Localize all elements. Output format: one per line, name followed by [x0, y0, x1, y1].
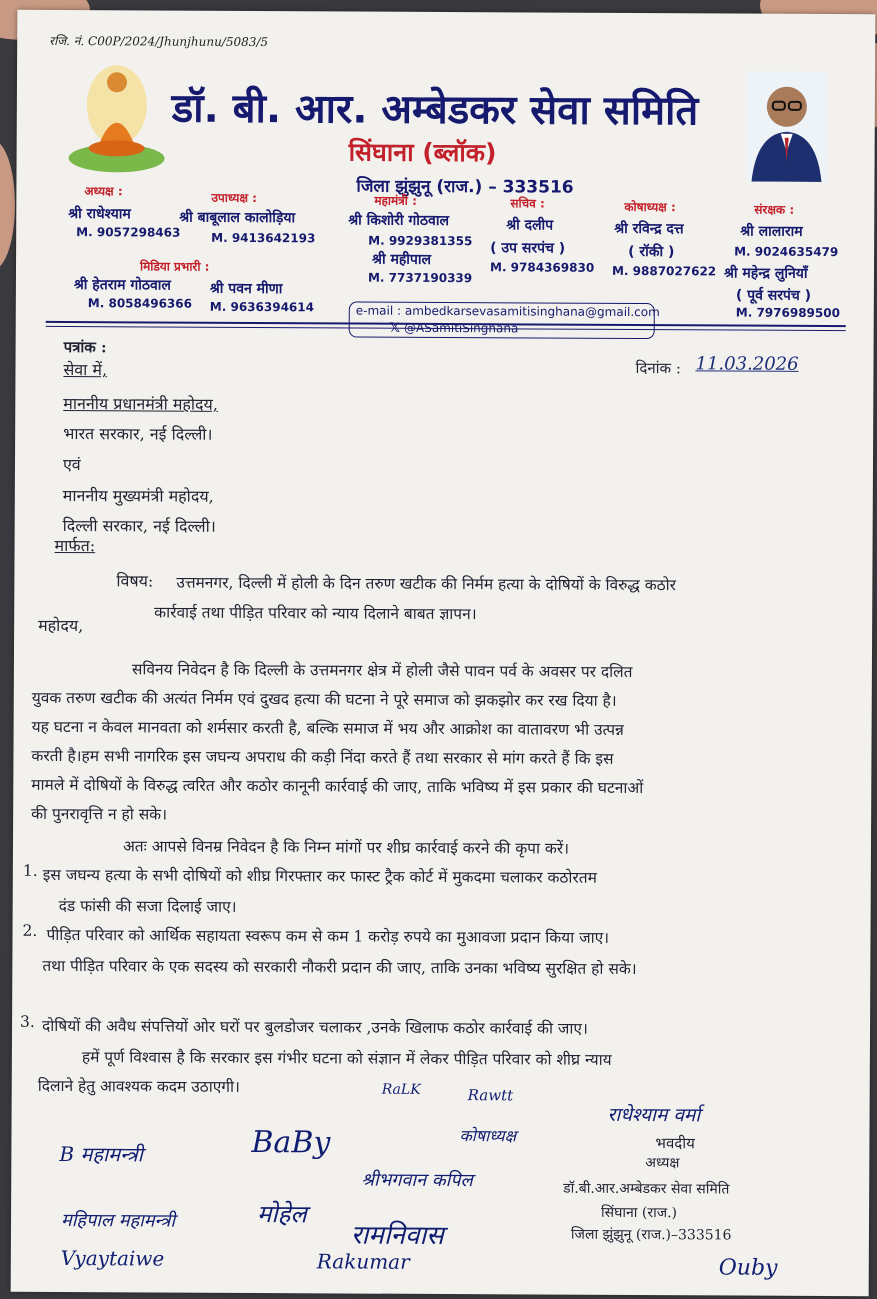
signature-vyaytaiwe: Vyaytaiwe [60, 1246, 165, 1271]
signoff-org: डॉ.बी.आर.अम्बेडकर सेवा समिति [563, 1180, 730, 1198]
role-vice-president: उपाध्यक्ष : [211, 190, 257, 206]
signature-rakumar: Rakumar [316, 1249, 410, 1274]
vice-president-name: श्री बाबूलाल कालोड़िया [179, 209, 296, 227]
treasurer-phone: M. 9887027622 [611, 263, 717, 279]
signature-mohel: मोहेल [256, 1200, 307, 1229]
to-line-7: मार्फत: [54, 535, 96, 556]
demand-1-line-2: दंड फांसी की सजा दिलाई जाए। [58, 896, 237, 916]
to-line-4: एवं [62, 455, 81, 475]
ambedkar-portrait [746, 72, 827, 186]
secretary-phone: M. 9784369830 [489, 260, 595, 275]
signature-baby: BaBy [251, 1125, 331, 1161]
patron-phone-2: M. 7976989500 [735, 305, 841, 321]
subject-line-2: कार्रवाई तथा पीड़ित परिवार को न्याय दिलाने बाबत ज्ञापन। [154, 603, 477, 624]
patron-note-2: ( पूर्व सरपंच ) [735, 287, 812, 304]
email-text: e-mail : ambedkarsevasamitisinghana@gmail.com [355, 303, 660, 320]
signoff-yours: भवदीय [655, 1134, 695, 1153]
signature-bhagwan: श्रीभगवान कपिल [361, 1169, 473, 1192]
media-name-1: श्री हेतराम गोठवाल [73, 277, 171, 294]
buddha-portrait [66, 60, 167, 180]
demand-1-num: 1. [22, 861, 38, 880]
salutation: महोदय, [38, 615, 84, 636]
general-secretary-phone: M. 9929381355 [368, 233, 473, 249]
signature-mahipal: महिपाल महामन्त्री [60, 1210, 176, 1232]
role-president: अध्यक्ष : [84, 184, 123, 199]
signature-president: राधेश्याम वर्मा [607, 1103, 701, 1127]
para1-line-5: मामले में दोषियों के विरुद्ध त्वरित और कठोर कानूनी कार्रवाई की जाए, ताकि भविष्य में इस प्रकार की घटनाओं [31, 775, 644, 798]
signature-ramniwas: रामनिवास [350, 1220, 444, 1252]
para1-line-6: की पुनरावृत्ति न हो सके। [31, 804, 168, 824]
demand-2-line-1: पीड़ित परिवार को आर्थिक सहायता स्वरूप कम से कम 1 करोड़ रुपये का मुआवजा प्रदान किया जाए। [46, 925, 610, 947]
demand-2-num: 2. [22, 921, 38, 940]
general-secretary-name-2: श्री महीपाल [372, 251, 432, 268]
role-treasurer: कोषाध्यक्ष : [624, 199, 676, 215]
media-name-2: श्री पवन मीणा [209, 280, 283, 298]
left-finger [0, 140, 15, 270]
treasurer-name: श्री रविन्द्र दत्त [614, 220, 684, 238]
patron-phone: M. 9024635479 [734, 244, 839, 260]
para1-line-4: करती है।हम सभी नागरिक इस जघन्य अपराध की कड़ी निंदा करते हैं तथा सरकार से मांग करते हैं कि इस [31, 746, 614, 768]
secretary-name: श्री दलीप [506, 217, 554, 234]
org-title: डॉ. बी. आर. अम्बेडकर सेवा समिति [171, 85, 699, 135]
signature-ralk: RaLK [381, 1081, 421, 1098]
role-patron: संरक्षक : [754, 202, 795, 217]
closing-line-2: दिलाने हेतु आवश्यक कदम उठाएगी। [37, 1076, 240, 1096]
subject-label: विषय: [116, 571, 154, 591]
closing-line-1: हमें पूर्ण विश्वास है कि सरकार इस गंभीर घटना को संज्ञान में लेकर पीड़ित परिवार को शीघ्र न्याय [81, 1048, 612, 1069]
para1-line-1: सविनय निवेदन है कि दिल्ली के उत्तमनगर क्षेत्र में होली जैसे पावन पर्व के अवसर पर दलित [131, 660, 633, 681]
ref-label: पत्रांक : [63, 338, 107, 357]
signoff-place: सिंघाना (राज.) [601, 1204, 678, 1222]
general-secretary-phone-2: M. 7737190339 [367, 270, 473, 286]
role-general-secretary: महामंत्री : [374, 193, 417, 208]
demand-2-line-2: तथा पीड़ित परिवार के एक सदस्य को सरकारी नौकरी प्रदान की जाए, ताकि उनका भविष्य सुरक्षित हो सके। [42, 956, 637, 979]
treasurer-note: ( रॉकी ) [628, 243, 675, 261]
demand-3-line-1: दोषियों की अवैध संपत्तियों ओर घरों पर बुलडोजर चलाकर ,उनके खिलाफ कठोर कार्रवाई की जाए। [41, 1016, 588, 1038]
signature-treasurer-title: कोषाध्यक्ष [459, 1126, 517, 1146]
media-phone-2: M. 9636394614 [209, 299, 315, 315]
media-phone-1: M. 8058496366 [87, 296, 193, 311]
date-value: 11.03.2026 [695, 353, 799, 375]
patron-name-2: श्री महेन्द्र लुनियाँ [723, 265, 808, 282]
to-line-3: भारत सरकार, नई दिल्ली। [63, 424, 213, 444]
org-district: जिला झुंझुनू (राज.) – 333516 [356, 176, 574, 198]
to-line-1: सेवा में, [63, 360, 108, 380]
patron-name: श्री लालाराम [740, 223, 803, 240]
role-secretary: सचिव : [510, 196, 545, 211]
role-media: मिडिया प्रभारी : [139, 259, 210, 274]
to-line-5: माननीय मुख्यमंत्री महोदय, [62, 486, 214, 506]
request-line: अतः आपसे विनम्र निवेदन है कि निम्न मांगों पर शीघ्र कार्रवाई करने की कृपा करें। [122, 837, 570, 858]
demand-3-num: 3. [20, 1012, 35, 1031]
letter-page [11, 10, 876, 1296]
signoff-district: जिला झुंझुनू (राज.)–333516 [570, 1226, 732, 1244]
para1-line-3: यह घटना न केवल मानवता को शर्मसार करती है, बल्कि समाज में भय और आक्रोश का वातावरण भी उत्पन्न [31, 717, 624, 739]
president-phone: M. 9057298463 [76, 225, 181, 240]
demand-1-line-1: इस जघन्य हत्या के सभी दोषियों को शीघ्र गिरफ्तार कर फास्ट ट्रैक कोर्ट में मुकदमा चलाकर कठोरतम [42, 865, 597, 887]
date-label: दिनांक : [635, 359, 681, 378]
subject-line-1: उत्तमनगर, दिल्ली में होली के दिन तरुण खटीक की निर्मम हत्या के दोषियों के विरुद्ध कठोर [176, 573, 677, 595]
to-line-2: माननीय प्रधानमंत्री महोदय, [63, 394, 219, 414]
to-line-6: दिल्ली सरकार, नई दिल्ली। [62, 516, 216, 536]
registration-number: रजि. नं. C00P/2024/Jhunjhunu/5083/5 [49, 33, 269, 50]
vice-president-phone: M. 9413642193 [211, 230, 316, 246]
president-name: श्री राधेश्याम [68, 206, 131, 223]
para1-line-2: युवक तरुण खटीक की अत्यंत निर्मम एवं दुखद हत्या की घटना ने पूरे समाज को झकझोर कर रख दिया है। [31, 688, 617, 710]
org-block: सिंघाना (ब्लॉक) [348, 137, 497, 168]
signature-mahamantri: B महामन्त्री [59, 1141, 143, 1167]
signature-ouby: Ouby [718, 1255, 778, 1281]
general-secretary-name: श्री किशोरी गोठवाल [348, 212, 450, 230]
signature-rawtt: Rawtt [467, 1086, 514, 1105]
signoff-designation: अध्यक्ष [645, 1155, 680, 1172]
secretary-note: ( उप सरपंच ) [490, 240, 566, 257]
